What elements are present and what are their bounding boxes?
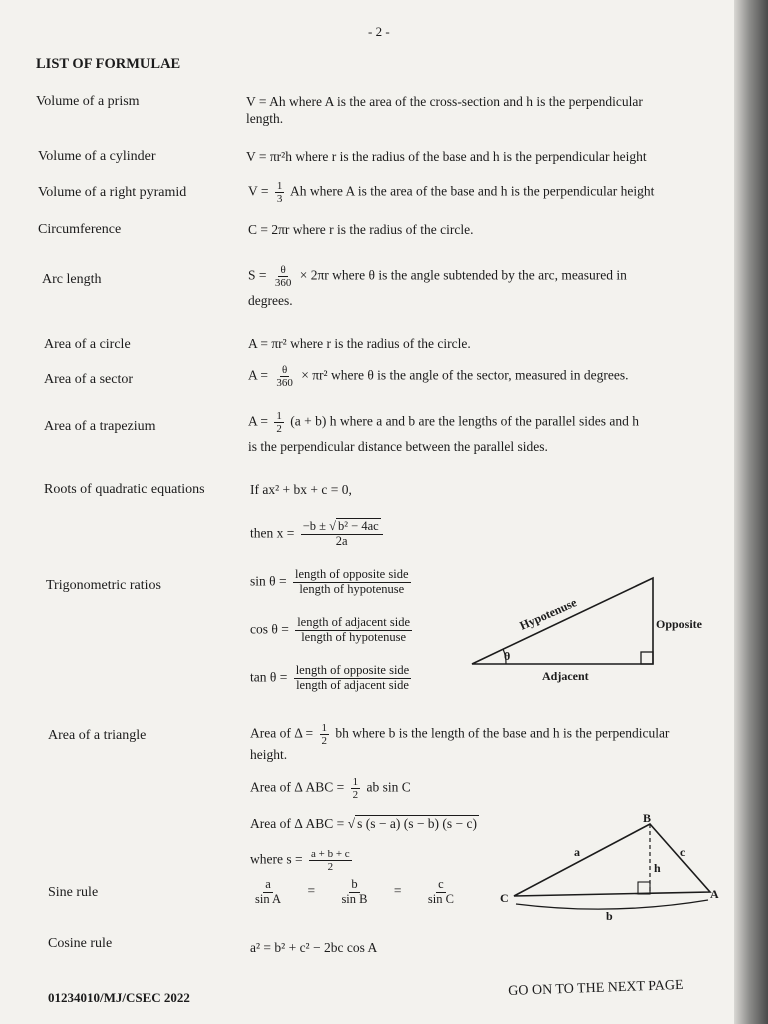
formula-quadratic-roots: then x = $\frac{\text{−b ± √ b² − 4ac}}{2a}$ xyxy=(250,520,386,549)
triangle-shape xyxy=(472,578,653,664)
label-prism: Volume of a prism xyxy=(36,94,140,109)
formula-circle-area: A = πr² where r is the radius of the circle. xyxy=(248,336,471,351)
height-label: h xyxy=(654,861,661,875)
triangle-abc-shape xyxy=(514,824,710,896)
formula-circumference: C = 2πr where r is the radius of the circle. xyxy=(248,222,474,237)
page-edge-shadow xyxy=(734,0,768,1024)
label-triangle-area: Area of a triangle xyxy=(48,728,147,743)
formula-triangle-sine-area: Area of Δ ABC = $\frac{1}{2}$ ab sin C xyxy=(250,776,411,802)
vertex-c: C xyxy=(500,891,509,905)
height-right-angle xyxy=(638,882,650,894)
general-triangle-diagram xyxy=(500,812,720,922)
formula-arc-length: S = $\frac{\theta}{360}$ × 2πr where θ is the angle subtended by the arc, measured in degrees. xyxy=(248,264,627,309)
label-cosine-rule: Cosine rule xyxy=(48,936,113,951)
right-triangle-diagram xyxy=(460,570,720,690)
opposite-label: Opposite xyxy=(656,617,703,631)
label-circumference: Circumference xyxy=(38,222,122,237)
label-pyramid: Volume of a right pyramid xyxy=(38,185,187,200)
formula-sine-rule: $\frac{a}{\text{sin A}}$ = $\frac{b}{\text{sin B}}$ = $\frac{c}{\text{sin C}}$ xyxy=(255,877,454,906)
right-angle-mark xyxy=(641,652,653,664)
adjacent-label: Adjacent xyxy=(542,669,589,683)
formula-trapezium: A = $\frac{1}{2}$ (a + b) h where a and b are the lengths of the parallel sides and h is the perpendicular distance between the parallel sides. xyxy=(248,410,639,455)
label-cylinder: Volume of a cylinder xyxy=(38,149,156,164)
page-number: - 2 - xyxy=(368,24,390,39)
footer-next-page: GO ON TO THE NEXT PAGE xyxy=(508,977,684,999)
side-a-label: a xyxy=(574,845,580,859)
formula-triangle-area: Area of Δ = $\frac{1}{2}$ bh where b is the length of the base and h is the perpendicular height. xyxy=(250,722,670,763)
label-trapezium: Area of a trapezium xyxy=(44,419,156,434)
label-sine-rule: Sine rule xyxy=(48,885,99,900)
formula-quadratic-condition: If ax² + bx + c = 0, xyxy=(250,482,352,497)
label-sector: Area of a sector xyxy=(44,372,134,387)
label-trig: Trigonometric ratios xyxy=(46,578,161,593)
formula-sector: A = $\frac{\theta}{360}$ × πr² where θ is the angle of the sector, measured in degrees. xyxy=(248,364,629,390)
formula-prism: V = Ah where A is the area of the cross-section and h is the perpendicular length. xyxy=(246,94,643,126)
label-circle-area: Area of a circle xyxy=(44,337,131,352)
hypotenuse-label: Hypotenuse xyxy=(517,595,579,633)
page-title: LIST OF FORMULAE xyxy=(36,56,181,72)
label-arc-length: Arc length xyxy=(42,272,102,287)
formula-cylinder: V = πr²h where r is the radius of the base and h is the perpendicular height xyxy=(246,149,647,164)
side-c-label: c xyxy=(680,845,686,859)
formula-pyramid: V = $\frac{1}{3}$ Ah where A is the area of the base and h is the perpendicular height xyxy=(248,180,655,206)
formula-cos: cos θ = $\frac{\text{length of adjacent side}}{\text{length of hypotenuse}}$ xyxy=(250,615,411,644)
base-arrow xyxy=(516,900,708,909)
formula-cosine-rule: a² = b² + c² − 2bc cos A xyxy=(250,940,378,955)
vertex-b: B xyxy=(643,812,652,825)
formula-heron: Area of Δ ABC = √ s (s − a) (s − b) (s − c) xyxy=(250,816,478,831)
vertex-a: A xyxy=(710,887,719,901)
formula-tan: tan θ = $\frac{\text{length of opposite side}}{\text{length of adjacent side}}$ xyxy=(250,663,410,692)
theta-label: θ xyxy=(504,649,511,663)
footer-code: 01234010/MJ/CSEC 2022 xyxy=(48,990,190,1005)
label-quadratic: Roots of quadratic equations xyxy=(44,482,205,497)
formula-sin: sin θ = $\frac{\text{length of opposite side}}{\text{length of hypotenuse}}$ xyxy=(250,567,409,596)
side-b-label: b xyxy=(606,909,613,922)
formula-semi-perimeter: where s = $\frac{a + b + c}{2}$ xyxy=(250,848,350,874)
